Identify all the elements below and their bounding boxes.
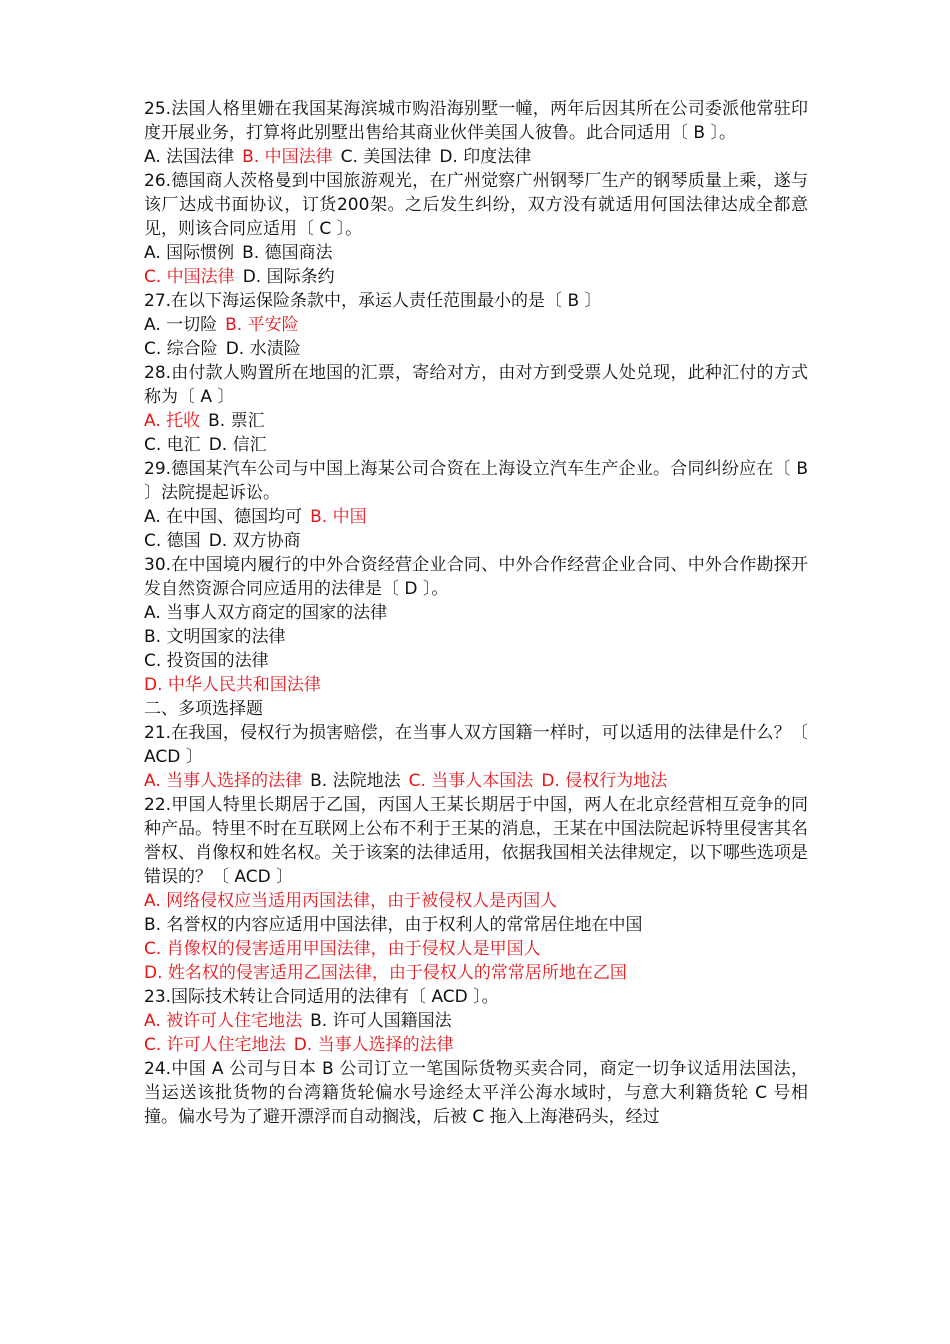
option-b: B. 名誉权的内容应适用中国法律，由于权利人的常常居住地在中国 — [144, 915, 643, 935]
option-b-answer: B. 中国法律 — [242, 147, 333, 167]
option-d-answer: D. 姓名权的侵害适用乙国法律，由于侵权人的常常居所地在乙国 — [144, 963, 627, 983]
option-d: D. 水渍险 — [225, 339, 301, 359]
option-d-answer: D. 当事人选择的法律 — [293, 1035, 454, 1055]
question-26-options-ab — [144, 241, 808, 265]
option-d-answer: D. 侵权行为地法 — [541, 771, 668, 791]
option-d-answer: D. 中华人民共和国法律 — [144, 675, 321, 695]
question-25-stem: 25.法国人格里姗在我国某海滨城市购沿海别墅一幢，两年后因其所在公司委派他常驻印度开展业务，打算将此别墅出售给其商业伙伴美国人彼鲁。此合同适用〔 B 〕。 — [144, 99, 808, 143]
question-29-stem: 29.德国某汽车公司与中国上海某公司合资在上海设立汽车生产企业。合同纠纷应在〔 B 〕法院提起诉讼。 — [144, 459, 808, 503]
option-c-answer: C. 许可人住宅地法 — [144, 1035, 286, 1055]
multi-question-23-options-cd — [144, 1033, 808, 1057]
question-29-options-cd — [144, 529, 808, 553]
question-27-options-ab — [144, 313, 808, 337]
multi-question-21-options — [144, 769, 808, 793]
option-a: A. 一切险 — [144, 315, 218, 335]
option-c-answer: C. 当事人本国法 — [408, 771, 534, 791]
option-d: D. 国际条约 — [242, 267, 335, 287]
option-b-answer: B. 平安险 — [225, 315, 299, 335]
option-a: A. 法国法律 — [144, 147, 235, 167]
question-27-stem: 27.在以下海运保险条款中，承运人责任范围最小的是〔 B 〕 — [144, 291, 602, 311]
question-28-options-ab — [144, 409, 808, 433]
option-d: D. 信汇 — [208, 435, 267, 455]
multi-question-21-stem: 21.在我国，侵权行为损害赔偿，在当事人双方国籍一样时，可以适用的法律是什么？〔 ACD 〕 — [144, 723, 808, 767]
option-a: A. 当事人双方商定的国家的法律 — [144, 603, 388, 623]
document-page — [144, 97, 808, 1129]
question-30-stem: 30.在中国境内履行的中外合资经营企业合同、中外合作经营企业合同、中外合作勘探开发自然资源合同应适用的法律是〔 D 〕。 — [144, 555, 808, 599]
option-b: B. 文明国家的法律 — [144, 627, 286, 647]
option-c: C. 美国法律 — [340, 147, 432, 167]
option-d: D. 双方协商 — [208, 531, 301, 551]
multi-question-24-stem: 24.中国 A 公司与日本 B 公司订立一笔国际货物买卖合同，商定一切争议适用法国法，当运送该批货物的台湾籍货轮偏水号途经太平洋公海水域时，与意大利籍货轮 C 号相撞。偏水号为了避开漂浮而自动搁浅，后被 C 拖入上海港码头，经过 — [144, 1059, 808, 1127]
question-28-options-cd — [144, 433, 808, 457]
option-a: A. 国际惯例 — [144, 243, 235, 263]
section-heading: 二、多项选择题 — [144, 699, 263, 719]
question-26-options-cd — [144, 265, 808, 289]
option-d: D. 印度法律 — [439, 147, 532, 167]
option-a-answer: A. 网络侵权应当适用丙国法律，由于被侵权人是丙国人 — [144, 891, 558, 911]
multi-question-23-options-ab — [144, 1009, 808, 1033]
multi-question-23-stem: 23.国际技术转让合同适用的法律有〔 ACD 〕。 — [144, 987, 499, 1007]
question-29-options-ab — [144, 505, 808, 529]
option-b: B. 法院地法 — [310, 771, 401, 791]
option-c-answer: C. 中国法律 — [144, 267, 235, 287]
question-26-stem: 26.德国商人茨格曼到中国旅游观光，在广州觉察广州钢琴厂生产的钢琴质量上乘，遂与该厂达成书面协议，订货200架。之后发生纠纷，双方没有就适用何国法律达成全都意见，则该合同应适用〔 C 〕。 — [144, 171, 808, 239]
option-c: C. 投资国的法律 — [144, 651, 269, 671]
option-c: C. 德国 — [144, 531, 201, 551]
option-a-answer: A. 被许可人住宅地法 — [144, 1011, 303, 1031]
option-b-answer: B. 中国 — [310, 507, 367, 527]
multi-question-22-stem: 22.甲国人特里长期居于乙国，丙国人王某长期居于中国，两人在北京经营相互竞争的同种产品。特里不时在互联网上公布不利于王某的消息，王某在中国法院起诉特里侵害其名誉权、肖像权和姓名权。关于该案的法律适用，依据我国相关法律规定，以下哪些选项是错误的？〔 ACD 〕 — [144, 795, 808, 887]
question-28-stem: 28.由付款人购置所在地国的汇票，寄给对方，由对方到受票人处兑现，此种汇付的方式称为〔 A 〕 — [144, 363, 808, 407]
option-c: C. 综合险 — [144, 339, 218, 359]
option-a-answer: A. 当事人选择的法律 — [144, 771, 303, 791]
option-b: B. 许可人国籍国法 — [310, 1011, 452, 1031]
question-25-options — [144, 145, 808, 169]
question-27-options-cd — [144, 337, 808, 361]
option-a-answer: A. 托收 — [144, 411, 201, 431]
option-c-answer: C. 肖像权的侵害适用甲国法律，由于侵权人是甲国人 — [144, 939, 541, 959]
option-b: B. 票汇 — [208, 411, 265, 431]
option-c: C. 电汇 — [144, 435, 201, 455]
option-a: A. 在中国、德国均可 — [144, 507, 303, 527]
option-b: B. 德国商法 — [242, 243, 333, 263]
